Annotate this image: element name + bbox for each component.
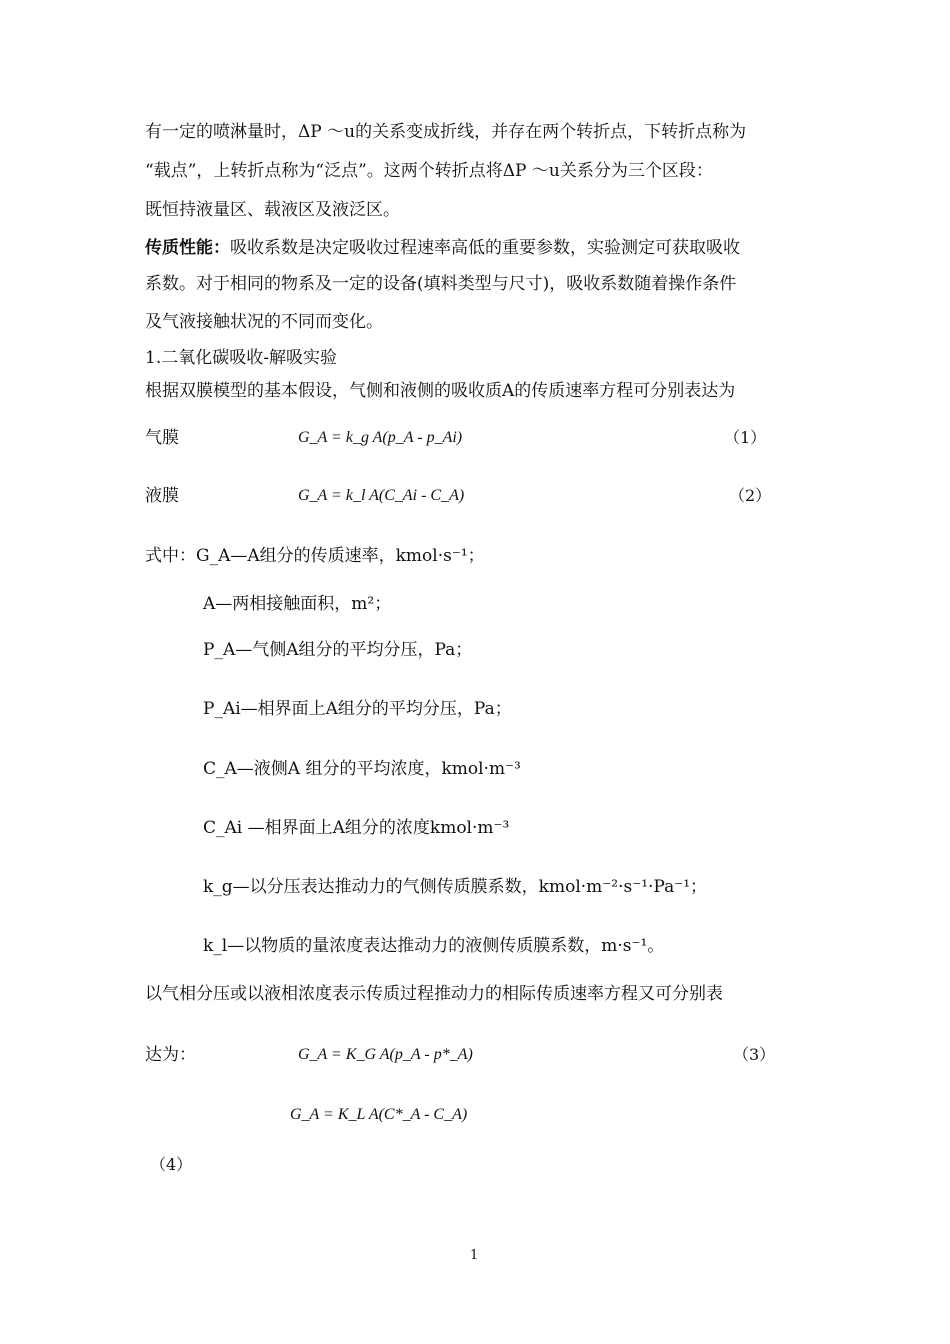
- section-title: 1.二氧化碳吸收-解吸实验: [145, 348, 337, 368]
- heading-mass-transfer: 传质性能：: [145, 238, 230, 258]
- equation-1: G_A = k_g A(p_A - p_Ai): [298, 429, 463, 446]
- paragraph3-line1: 以气相分压或以液相浓度表示传质过程推动力的相际传质速率方程又可分别表: [145, 984, 723, 1004]
- symbols-intro-row: [145, 544, 485, 568]
- equation-3: G_A = K_G A(p_A - p*_A): [298, 1046, 473, 1063]
- paragraph1-line2: “载点”，上转折点称为“泛点”。这两个转折点将ΔP ～u关系分为三个区段：: [145, 161, 713, 181]
- symbol-ca: C_A—液侧A 组分的平均浓度，kmol·m⁻³: [203, 759, 521, 779]
- paragraph1-line1: 有一定的喷淋量时，ΔP ～u的关系变成折线，并存在两个转折点，下转折点称为: [145, 122, 747, 142]
- paragraph2-line1: 传质性能：吸收系数是决定吸收过程速率高低的重要参数，实验测定可获取吸收: [145, 238, 740, 258]
- symbols-intro: 式中：: [145, 546, 196, 566]
- symbol-pa: P_A—气侧A组分的平均分压，Pa；: [203, 640, 473, 660]
- eq1-label: 气膜: [145, 428, 179, 448]
- equation-2-number: （2）: [729, 486, 772, 505]
- symbol-pai: P_Ai—相界面上A组分的平均分压，Pa；: [203, 699, 512, 719]
- eq3-label: 达为：: [145, 1045, 196, 1065]
- equation-3-number: （3）: [733, 1045, 776, 1064]
- eq2-label: 液膜: [145, 486, 179, 506]
- paragraph2-line2: 系数。对于相同的物系及一定的设备(填料类型与尺寸)，吸收系数随着操作条件: [145, 274, 737, 294]
- symbol-cai: C_Ai —相界面上A组分的浓度kmol·m⁻³: [203, 818, 510, 838]
- intro-line: 根据双膜模型的基本假设，气侧和液侧的吸收质A的传质速率方程可分别表达为: [145, 381, 736, 401]
- equation-1-number: （1）: [724, 428, 767, 447]
- symbol-kl: k_l—以物质的量浓度表达推动力的液侧传质膜系数，m·s⁻¹。: [203, 936, 665, 956]
- symbol-kg: k_g—以分压表达推动力的气侧传质膜系数，kmol·m⁻²·s⁻¹·Pa⁻¹；: [203, 877, 708, 897]
- page-number: 1: [470, 1248, 479, 1263]
- paragraph1-line3: 既恒持液量区、载液区及液泛区。: [145, 200, 400, 220]
- paragraph2-line3: 及气液接触状况的不同而变化。: [145, 312, 383, 332]
- symbol-ga: G_A—A组分的传质速率，kmol·s⁻¹；: [196, 546, 485, 566]
- equation-2: G_A = k_l A(C_Ai - C_A): [298, 487, 465, 504]
- symbol-a: A—两相接触面积，m²；: [203, 594, 392, 614]
- equation-4: G_A = K_L A(C*_A - C_A): [290, 1106, 468, 1123]
- equation-4-number: （4）: [150, 1155, 193, 1174]
